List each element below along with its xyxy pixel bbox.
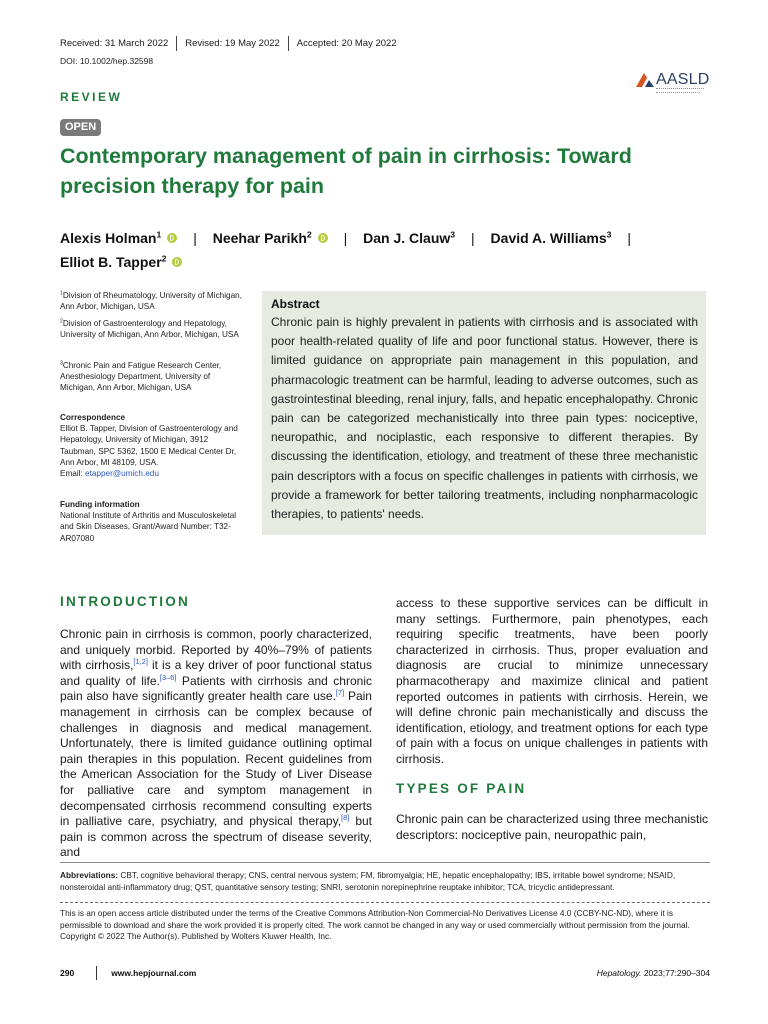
text-run: but pain is common across the spectrum of disease severity, and <box>60 814 372 860</box>
affiliation-marker: 3 <box>606 229 612 240</box>
affiliation-1 <box>60 290 246 312</box>
affiliation-text: Division of Gastroenterology and Hepatology, University of Michigan, Ann Arbor, Michigan, USA <box>60 319 239 340</box>
abbreviations-label: Abbreviations: <box>60 870 119 880</box>
author-name[interactable]: Dan J. Clauw <box>363 230 451 246</box>
article-title: Contemporary management of pain in cirrhosis: Toward precision therapy for pain <box>60 144 632 198</box>
introduction-paragraph-continued: access to these supportive services can be difficult in many settings. Furthermore, pain phenotypes, each requiring specific treatments, have been poorly characterized in cirrhosis. Thus, proper evaluation and diagnosis are crucial to minimize unnecessary pharmacotherapy and maximize clinical and patient reported outcomes in patients with cirrhosis. Herein, we will define chronic pain mechanistically and discuss the identification, etiology, and treatment options for each type of pain with a focus on unique challenges in patients with cirrhosis. <box>396 596 708 766</box>
doi[interactable]: DOI: 10.1002/hep.32598 <box>60 56 154 66</box>
citation-link[interactable]: [7] <box>335 688 345 698</box>
affiliation-marker: 3 <box>450 229 456 240</box>
text-run: Pain management in cirrhosis can be complex because of challenges in diagnosis and medical management. Unfortunately, there is limited guidance outlining optimal pain therapies in this population. Recent guidelines from the American Association for the Study of Liver Disease for palliative care and symptom management in decompensated cirrhosis recommend consulting experts in palliative care, psychiatry, and physical therapy, <box>60 689 372 829</box>
open-access-badge: OPEN <box>60 119 101 136</box>
citation-link[interactable]: [1,2] <box>133 657 148 667</box>
publication-dates <box>60 36 397 51</box>
accepted-date: Accepted: 20 May 2022 <box>296 38 397 49</box>
text-run: Chronic pain in cirrhosis is common, poorly characterized, and uniquely morbid. Reported by 40%–79% of patients with cirrhosis, <box>60 627 372 673</box>
email-link[interactable]: etapper@umich.edu <box>85 469 159 479</box>
author-name[interactable]: Alexis Holman <box>60 230 157 246</box>
dashed-divider <box>60 902 710 903</box>
affiliation-marker: 2 <box>161 253 167 264</box>
orcid-icon[interactable] <box>172 257 182 267</box>
license-text: This is an open access article distributed under the terms of the Creative Commons Attribution-Non Commercial-No Derivatives License 4.0 (CCBY-NC-ND), where it is permissible to download and share the work provided it is properly cited. The work cannot be changed in any way or used commercially without permission from the journal. <box>60 908 690 930</box>
divider <box>176 36 177 51</box>
funding-text: National Institute of Arthritis and Musculoskeletal and Skin Diseases, Grant/Award Number: T32-AR07080 <box>60 511 237 543</box>
author-separator: | <box>471 230 475 246</box>
section-label: REVIEW <box>60 90 123 104</box>
correspondence-text: Elliot B. Tapper, Division of Gastroenterology and Hepatology, University of Michigan, 3912 Taubman, SPC 5362, 1500 E Medical Center Dr, Ann Arbor, MI 48109, USA. <box>60 424 238 467</box>
author-separator: | <box>343 230 348 246</box>
funding-information <box>60 499 246 544</box>
affiliation-number: 2 <box>60 318 63 325</box>
affiliation-marker: 2 <box>306 229 312 240</box>
journal-name: Hepatology. <box>596 968 642 978</box>
divider <box>288 36 289 51</box>
journal-citation <box>597 968 710 978</box>
citation-link[interactable]: [8] <box>341 813 350 823</box>
author-separator: | <box>193 230 197 246</box>
affiliation-text: Division of Rheumatology, University of Michigan, Ann Arbor, Michigan, USA <box>60 291 242 312</box>
divider <box>96 966 97 980</box>
funding-label: Funding information <box>60 500 140 509</box>
affiliation-text: Chronic Pain and Fatigue Research Center, Anesthesiology Department, University of Michigan, Ann Arbor, Michigan, USA <box>60 361 222 393</box>
introduction-paragraph <box>60 627 372 861</box>
logo-tagline <box>656 88 704 91</box>
license-notice <box>60 908 712 943</box>
abbreviations <box>60 870 712 893</box>
correspondence <box>60 412 246 479</box>
author-name[interactable]: Neehar Parikh <box>212 230 307 246</box>
page-number: 290 <box>60 968 75 978</box>
correspondence-label: Correspondence <box>60 413 126 422</box>
abstract-box <box>262 291 706 535</box>
orcid-icon[interactable] <box>167 233 177 243</box>
affiliation-3 <box>60 360 246 394</box>
footnote-rule <box>60 862 710 863</box>
aasld-logo <box>634 71 709 89</box>
types-of-pain-heading: TYPES OF PAIN <box>396 781 527 796</box>
aasld-logo-icon <box>634 71 656 89</box>
introduction-right-column <box>396 596 708 768</box>
author-name[interactable]: Elliot B. Tapper <box>60 254 162 270</box>
abbreviations-text: CBT, cognitive behavioral therapy; CNS, central nervous system; FM, fibromyalgia; HE, hepatic encephalopathy; IBS, irritable bowel syndrome; NSAID, nonsteroidal anti-inflammatory drug; QST, quantitative sensory testing; SNRI, serotonin norepinephrine reuptake inhibitor; TCA, tricyclic antidepressant. <box>60 870 676 892</box>
introduction-heading: INTRODUCTION <box>60 594 190 609</box>
affiliation-marker: 1 <box>156 229 162 240</box>
orcid-icon[interactable] <box>318 233 328 243</box>
author-list <box>60 226 720 274</box>
received-date: Received: 31 March 2022 <box>60 38 169 49</box>
types-of-pain-text: Chronic pain can be characterized using three mechanistic descriptors: nociceptive pain, neuropathic pain, <box>396 812 708 842</box>
text-run: it is a key driver of poor functional status and quality of life. <box>60 658 372 688</box>
affiliation-number: 3 <box>60 360 63 367</box>
journal-website-link[interactable]: www.hepjournal.com <box>111 968 197 978</box>
abstract-heading: Abstract <box>271 297 320 311</box>
citation-link[interactable]: [3–6] <box>159 672 177 682</box>
author-separator: | <box>627 230 631 246</box>
copyright-text: Copyright © 2022 The Author(s). Published by Wolters Kluwer Health, Inc. <box>60 931 332 941</box>
logo-tagline <box>656 92 700 94</box>
logo-text: AASLD <box>656 71 710 88</box>
email-label: Email: <box>60 469 86 479</box>
page-footer <box>60 966 710 980</box>
affiliation-number: 1 <box>60 290 63 297</box>
author-name[interactable]: David A. Williams <box>490 230 607 246</box>
introduction-left-column <box>60 627 372 861</box>
revised-date: Revised: 19 May 2022 <box>185 38 280 49</box>
affiliation-2 <box>60 318 246 340</box>
abstract-text: Chronic pain is highly prevalent in patients with cirrhosis and is associated with poor health-related quality of life and poor functional status. However, there is limited guidance on appropriate pain management in this population, and pharmacologic treatment can be harmful, leading to adverse outcomes, such as gastrointestinal bleeding, renal injury, falls, and hepatic encephalopathy. Chronic pain can be categorized mechanistically into three pain types: nociceptive, neuropathic, and nociplastic, each responsive to different therapies. By discussing the identification, etiology, and treatment of these three mechanistic pain descriptors with a focus on specific challenges in patients with cirrhosis, we provide a framework for better tailoring treatments, including nonpharmacologic therapies, to patients' needs. <box>271 315 698 522</box>
text-run: Patients with cirrhosis and chronic pain also have significantly greater health care use. <box>60 673 372 704</box>
citation-details: 2023;77:290–304 <box>641 968 710 978</box>
